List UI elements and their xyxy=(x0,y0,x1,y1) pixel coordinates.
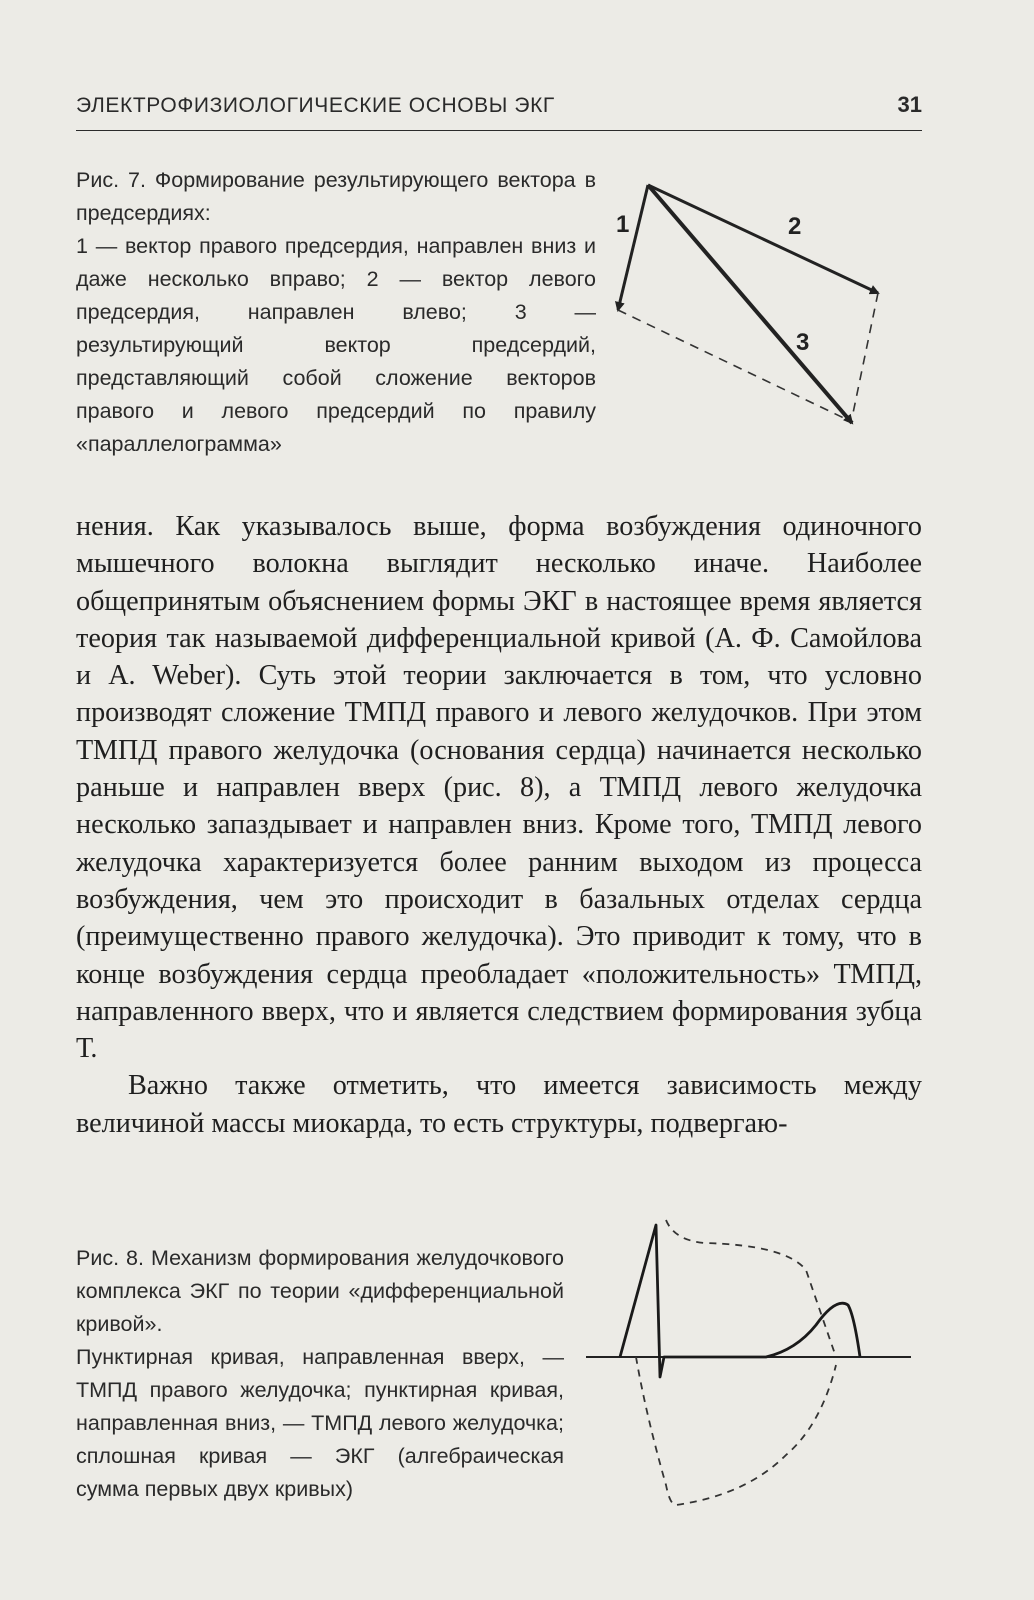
vector-2-left-atrium xyxy=(648,185,878,293)
vector-1-right-atrium xyxy=(618,185,648,310)
parallelogram-dashed-bottom xyxy=(618,310,848,420)
figure-8-caption-body: Пунктирная кривая, направленная вверх, — ТМПД правого желудочка; пунктирная кривая, направленная вниз, — ТМПД левого желудочка; сплошная кривая — ЭКГ (алгебраическая сумма первых двух кривых) xyxy=(76,1345,564,1501)
page-number: 31 xyxy=(897,92,922,117)
figure-7-caption-body: 1 — вектор правого предсердия, направлен вниз и даже несколько вправо; 2 — вектор левого предсердия, направлен влево; 3 — результирующий вектор предсердий, представляющий собой сложение векторов правого и левого предсердий по правилу «параллелограмма» xyxy=(76,234,596,456)
main-paragraph-1: нения. Как указывалось выше, форма возбуждения одиночного мышечного волокна выглядит несколько иначе. Наиболее общепринятым объяснением формы ЭКГ в настоящее время является теория так называемой дифференциальной кривой (А. Ф. Самойлова и A. Weber). Суть этой теории заключается в том, что условно производят сложение ТМПД правого и левого желудочков. При этом ТМПД правого желудочка (основания сердца) начинается несколько раньше и направлен вверх (рис. 8), а ТМПД левого желудочка несколько запаздывает и направлен вниз. Кроме того, ТМПД левого желудочка характеризуется более ранним выходом из процесса возбуждения, чем это происходит в базальных отделах сердца (преимущественно правого желудочка). Это приводит к тому, что в конце возбуждения сердца преобладает «положительность» ТМПД, направленного вверх, что и является следствием формирования зубца Т. xyxy=(76,511,922,1065)
figure-7-caption xyxy=(76,164,596,461)
vector-3-resultant xyxy=(648,185,852,423)
figure-8-ecg-diagram xyxy=(586,1215,916,1545)
figure-7-vector-diagram xyxy=(610,170,910,450)
running-head xyxy=(76,92,922,131)
main-text xyxy=(76,508,922,1142)
figure-7-caption-title: Рис. 7. Формирование результирующего вектора в предсердиях: xyxy=(76,168,596,225)
main-paragraph-2: Важно также отметить, что имеется зависимость между величиной массы миокарда, то есть структуры, подвергаю- xyxy=(76,1070,922,1139)
figure-8-caption xyxy=(76,1242,564,1506)
vector-2-label: 2 xyxy=(788,213,802,240)
parallelogram-dashed-right xyxy=(852,293,878,418)
ecg-solid-curve xyxy=(620,1225,860,1377)
figure-8-caption-title: Рис. 8. Механизм формирования желудочкового комплекса ЭКГ по теории «дифференциальной кривой». xyxy=(76,1246,564,1336)
right-ventricle-tmpd-dashed-curve xyxy=(666,1220,836,1357)
vector-1-label: 1 xyxy=(616,211,630,238)
left-ventricle-tmpd-dashed-curve xyxy=(636,1357,836,1505)
running-head-title: ЭЛЕКТРОФИЗИОЛОГИЧЕСКИЕ ОСНОВЫ ЭКГ xyxy=(76,94,555,117)
vector-3-label: 3 xyxy=(796,329,810,356)
